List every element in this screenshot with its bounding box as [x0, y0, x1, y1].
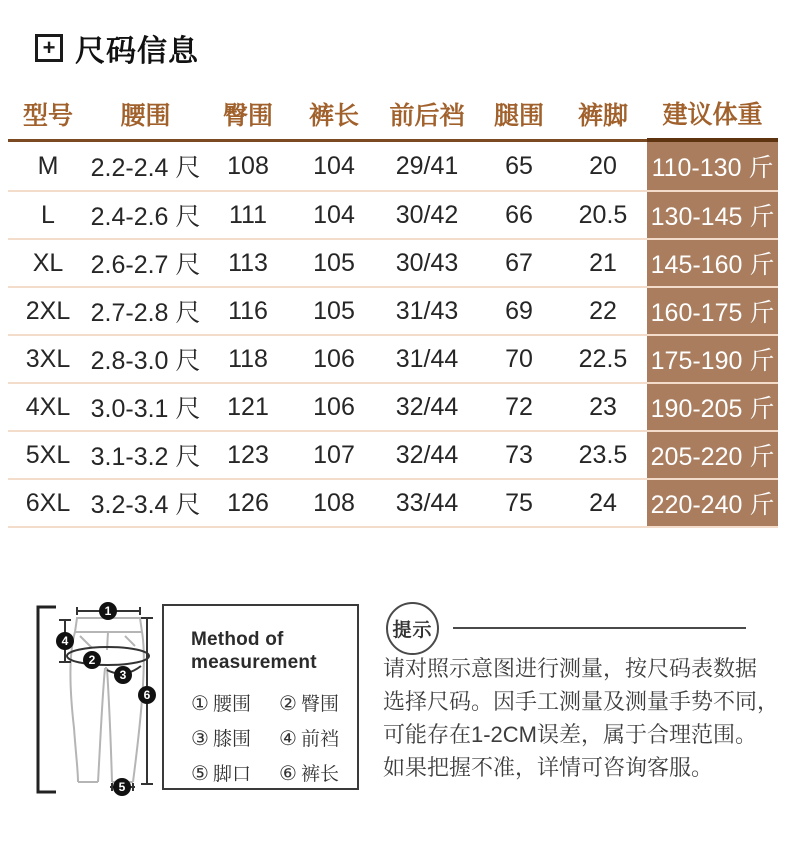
cell-hip: 118	[228, 344, 268, 373]
legend-item-waist: ① 腰围	[191, 693, 251, 715]
cell-length: 104	[313, 200, 355, 229]
column-header-length: 裤长	[293, 88, 375, 142]
cell-model: XL	[32, 248, 64, 277]
cell-hem: 23.5	[578, 440, 628, 469]
cell-weight: 205-220 斤	[647, 432, 778, 478]
cell-weight: 110-130 斤	[647, 142, 778, 190]
measure-legend	[191, 689, 357, 786]
table-row	[8, 430, 778, 478]
cell-hip: 108	[227, 151, 269, 180]
cell-thigh: 66	[505, 200, 533, 229]
cell-crotch: 31/43	[395, 296, 459, 325]
circled-number-icon: ⑥	[279, 763, 297, 785]
cell-hem: 22	[589, 296, 617, 325]
tips-badge: 提示	[386, 602, 439, 655]
circled-number-icon: ②	[279, 693, 297, 715]
cell-weight: 175-190 斤	[647, 336, 778, 382]
cell-waist: 2.2-2.4 尺	[90, 154, 201, 182]
table-row	[8, 142, 778, 190]
legend-item-front-crotch: ④ 前裆	[279, 728, 339, 750]
cell-waist: 3.1-3.2 尺	[90, 443, 201, 471]
cell-hem: 22.5	[578, 344, 628, 373]
cell-crotch: 29/41	[395, 151, 459, 180]
cell-thigh: 72	[505, 392, 533, 421]
cell-hip: 116	[228, 296, 268, 325]
cell-waist: 2.6-2.7 尺	[90, 251, 201, 279]
cell-length: 106	[313, 344, 355, 373]
tips-line: 可能存在1-2CM误差，属于合理范围。	[383, 722, 758, 747]
column-header-hip: 臀围	[203, 88, 293, 142]
cell-hip: 126	[227, 488, 269, 517]
cell-hem: 21	[589, 248, 617, 277]
column-header-thigh: 腿围	[479, 88, 559, 142]
badge-6: 6	[143, 688, 151, 702]
table-row	[8, 478, 778, 526]
table-header-row	[8, 88, 778, 142]
legend-item-pants-length: ⑥ 裤长	[279, 763, 339, 785]
method-title-line2: measurement	[191, 652, 317, 673]
cell-thigh: 70	[505, 344, 533, 373]
column-header-weight: 建议体重	[647, 88, 778, 142]
tips-divider-line	[453, 627, 746, 629]
cell-hem: 23	[589, 392, 617, 421]
table-row	[8, 334, 778, 382]
cell-model: 4XL	[25, 392, 71, 421]
tips-line: 请对照示意图进行测量，按尺码表数据	[383, 656, 758, 681]
cell-length: 105	[313, 248, 355, 277]
table-row	[8, 238, 778, 286]
cell-waist: 3.2-3.4 尺	[90, 491, 201, 519]
page-header	[35, 26, 199, 70]
circled-number-icon: ①	[191, 693, 209, 715]
cell-crotch: 30/42	[395, 200, 459, 229]
tips-line: 选择尺码。因手工测量及测量手势不同，	[383, 689, 780, 714]
badge-3: 3	[119, 668, 127, 682]
legend-item-knee: ③ 膝围	[191, 728, 251, 750]
cell-model: 2XL	[25, 296, 71, 325]
table-row	[8, 190, 778, 238]
column-header-waist: 腰围	[88, 88, 203, 142]
left-bracket	[38, 607, 56, 792]
table-row	[8, 286, 778, 334]
cell-crotch: 31/44	[395, 344, 459, 373]
cell-waist: 2.4-2.6 尺	[90, 203, 201, 231]
cell-weight: 145-160 斤	[647, 240, 778, 286]
circled-number-icon: ④	[279, 728, 297, 750]
column-header-model: 型号	[8, 88, 88, 142]
cell-weight: 160-175 斤	[647, 288, 778, 334]
cell-thigh: 75	[505, 488, 533, 517]
cell-length: 104	[313, 151, 355, 180]
cell-thigh: 73	[505, 440, 533, 469]
badge-2: 2	[88, 653, 96, 667]
badge-1: 1	[104, 604, 112, 618]
cell-model: 3XL	[25, 344, 71, 373]
cell-thigh: 69	[505, 296, 533, 325]
badge-4: 4	[61, 634, 69, 648]
cell-model: 5XL	[25, 440, 71, 469]
cell-length: 106	[313, 392, 355, 421]
cell-hem: 24	[589, 488, 617, 517]
cell-weight: 220-240 斤	[647, 480, 778, 526]
method-box	[162, 604, 359, 790]
tips-line: 如果把握不准，详情可咨询客服。	[383, 755, 714, 780]
cell-crotch: 32/44	[395, 392, 459, 421]
method-title	[191, 628, 357, 674]
cell-model: 6XL	[25, 488, 71, 517]
cell-waist: 3.0-3.1 尺	[90, 395, 201, 423]
cell-length: 105	[313, 296, 355, 325]
cell-length: 108	[313, 488, 355, 517]
table-row	[8, 382, 778, 430]
legend-item-leg-opening: ⑤ 脚口	[191, 763, 251, 785]
cell-weight: 130-145 斤	[647, 192, 778, 238]
size-table	[8, 88, 778, 528]
column-header-hem: 裤脚	[559, 88, 647, 142]
circled-number-icon: ③	[191, 728, 209, 750]
cell-waist: 2.8-3.0 尺	[90, 347, 201, 375]
legend-item-hip: ② 臀围	[279, 693, 339, 715]
cell-model: L	[41, 200, 55, 229]
cell-thigh: 67	[505, 248, 533, 277]
plus-box-icon: +	[35, 34, 63, 62]
cell-crotch: 32/44	[395, 440, 459, 469]
page-title: 尺码信息	[75, 35, 199, 68]
cell-crotch: 33/44	[395, 488, 459, 517]
cell-hem: 20.5	[578, 200, 628, 229]
cell-hip: 111	[228, 200, 267, 229]
tips-text	[383, 652, 783, 784]
method-title-line1: Method of	[191, 629, 284, 650]
badge-5: 5	[118, 780, 126, 794]
circled-number-icon: ⑤	[191, 763, 209, 785]
cell-hip: 121	[227, 392, 269, 421]
cell-weight: 190-205 斤	[647, 384, 778, 430]
pants-measurement-diagram	[28, 598, 168, 803]
cell-hip: 123	[227, 440, 269, 469]
column-header-crotch: 前后裆	[375, 88, 479, 142]
cell-thigh: 65	[505, 151, 533, 180]
cell-length: 107	[313, 440, 355, 469]
cell-model: M	[37, 151, 59, 180]
cell-hip: 113	[228, 248, 268, 277]
cell-hem: 20	[589, 151, 617, 180]
cell-waist: 2.7-2.8 尺	[90, 299, 201, 327]
cell-crotch: 30/43	[395, 248, 459, 277]
